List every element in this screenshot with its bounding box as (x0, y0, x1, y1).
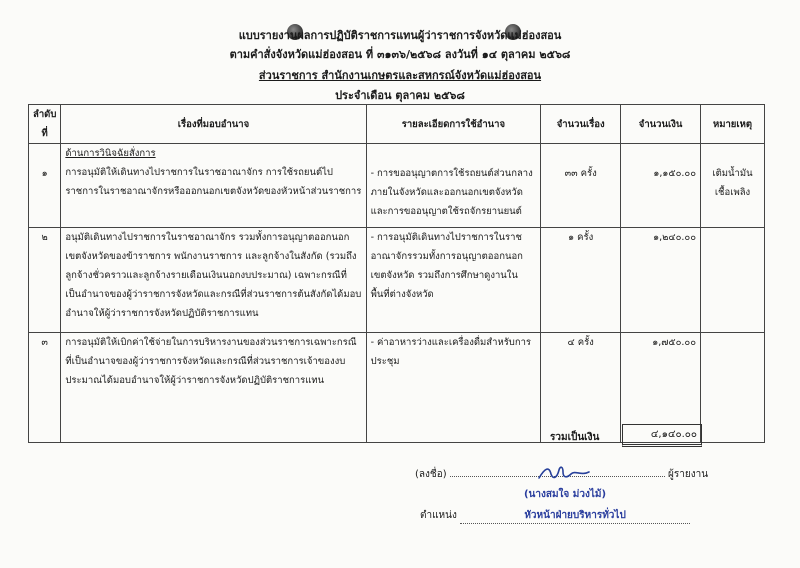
report-month: ประจำเดือน ตุลาคม ๒๕๖๘ (335, 89, 465, 102)
handwritten-signature (535, 462, 595, 484)
position-line (420, 508, 690, 524)
report-title: แบบรายงานผลการปฏิบัติราชการแทนผู้ว่าราชการจังหวัดแม่ฮ่องสอน (238, 29, 562, 42)
total-label: รวมเป็นเงิน (550, 432, 600, 443)
agency-line: ส่วนราชการ สำนักงานเกษตรและสหกรณ์จังหวัดแม่ฮ่องสอน (258, 69, 542, 82)
row-note (701, 228, 765, 333)
row-count: ๑ ครั้ง (541, 228, 621, 333)
col-header-count: จำนวนเรื่อง (541, 105, 621, 144)
row-count: ๔ ครั้ง (541, 333, 621, 443)
signer-position: หัวหน้าฝ่ายบริหารทั่วไป (524, 510, 626, 521)
signer-name: (นางสมใจ ม่วงไม้) (523, 489, 607, 500)
col-header-no: ลำดับที่ (29, 105, 61, 144)
row-detail: - ค่าอาหารว่างและเครื่องดื่มสำหรับการประชุม (366, 333, 541, 443)
col-header-detail: รายละเอียดการใช้อำนาจ (366, 105, 541, 144)
signer-name-line (470, 487, 660, 502)
row-amount: ๑,๗๕๐.๐๐ (621, 333, 701, 443)
row-subject: การอนุมัติให้เบิกค่าใช้จ่ายในการบริหารงานของส่วนราชการเฉพาะกรณีที่เป็นอำนาจของผู้ว่าราชการจังหวัดและกรณีที่ส่วนราชการเจ้าของงบประมาณได้มอบอำนาจให้ผู้ว่าราชการจังหวัดปฏิบัติราชการแทน (61, 333, 366, 443)
signature-blank (450, 476, 665, 477)
sign-prefix: (ลงชื่อ) (415, 469, 447, 480)
row-count: ๓๓ ครั้ง (541, 144, 621, 228)
row-number: ๒ (29, 228, 61, 333)
col-header-note: หมายเหตุ (701, 105, 765, 144)
col-header-subject: เรื่องที่มอบอำนาจ (61, 105, 366, 144)
report-table (28, 104, 765, 443)
row-subject: การอนุมัติให้เดินทางไปราชการในราชอาณาจักร การใช้รถยนต์ไปราชการในราชอาณาจักรหรือออกนอกเขตจังหวัดของหัวหน้าส่วนราชการ (65, 167, 362, 197)
table-row (29, 228, 765, 333)
row-number: ๑ (29, 144, 61, 228)
position-prefix: ตำแหน่ง (420, 510, 457, 521)
order-reference: ตามคำสั่งจังหวัดแม่ฮ่องสอน ที่ ๓๑๓๖/๒๕๖๘ ลงวันที่ ๑๔ ตุลาคม ๒๕๖๘ (229, 48, 571, 61)
position-blank (460, 508, 690, 524)
row-note: เติมน้ำมันเชื้อเพลิง (701, 144, 765, 228)
table-row (29, 144, 765, 228)
row-topic: ด้านการวินิจฉัยสั่งการ (65, 148, 156, 159)
row-subject: อนุมัติเดินทางไปราชการในราชอาณาจักร รวมทั้งการอนุญาตออกนอกเขตจังหวัดของข้าราชการ พนักงานราชการ และลูกจ้างในสังกัด (รวมถึงลูกจ้างชั่วคราวและลูกจ้างรายเดือนเงินนอกงบประมาณ) เฉพาะกรณีที่เป็นอำนาจของผู้ว่าราชการจังหวัดและกรณีที่ส่วนราชการต้นสังกัดได้มอบอำนาจให้ผู้ว่าราชการจังหวัดปฏิบัติราชการแทน (61, 228, 366, 333)
row-subject-cell (61, 144, 366, 228)
signature-line (415, 467, 708, 482)
sign-suffix: ผู้รายงาน (667, 469, 709, 480)
row-note (701, 333, 765, 443)
row-number: ๓ (29, 333, 61, 443)
col-header-amount: จำนวนเงิน (621, 105, 701, 144)
row-detail: - การอนุมัติเดินทางไปราชการในราชอาณาจักรรวมทั้งการอนุญาตออกนอกเขตจังหวัด รวมถึงการศึกษาดูงานในพื้นที่ต่างจังหวัด (366, 228, 541, 333)
table-header-row (29, 105, 765, 144)
row-detail: - การขออนุญาตการใช้รถยนต์ส่วนกลางภายในจังหวัดและออกนอกเขตจังหวัดและการขออนุญาตใช้รถจักรยานยนต์ (366, 144, 541, 228)
row-amount: ๑,๑๕๐.๐๐ (621, 144, 701, 228)
row-amount: ๑,๒๔๐.๐๐ (621, 228, 701, 333)
total-value: ๔,๑๔๐.๐๐ (622, 424, 702, 447)
